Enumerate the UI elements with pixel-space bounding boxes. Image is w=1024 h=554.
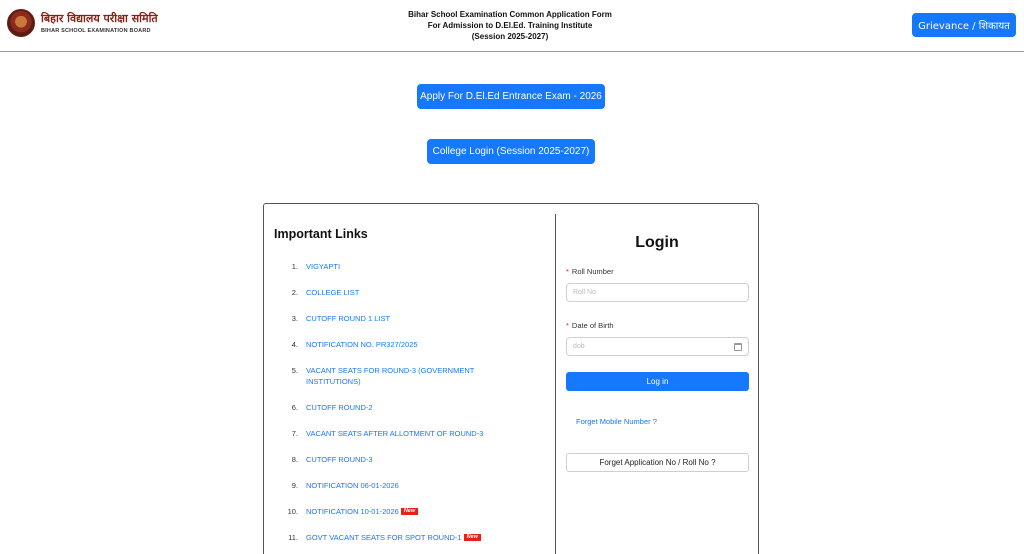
important-link-item xyxy=(280,428,545,439)
important-link-item xyxy=(280,480,545,491)
page-title xyxy=(380,9,640,42)
login-button[interactable]: Log in xyxy=(566,372,749,391)
grievance-button[interactable]: Grievance / शिकायत xyxy=(912,13,1016,37)
required-marker: * xyxy=(566,267,569,276)
important-link-text: NOTIFICATION 10-01-2026 xyxy=(306,507,399,516)
important-link[interactable] xyxy=(306,506,506,517)
link-number: 8. xyxy=(291,455,298,464)
important-link[interactable] xyxy=(306,454,506,465)
logo-english-text: BIHAR SCHOOL EXAMINATION BOARD xyxy=(41,28,151,34)
title-line-1: Bihar School Examination Common Application Form xyxy=(408,10,612,19)
important-link-text: VACANT SEATS AFTER ALLOTMENT OF ROUND-3 xyxy=(306,429,484,438)
link-number: 3. xyxy=(291,314,298,323)
roll-number-label-text: Roll Number xyxy=(571,267,614,276)
important-link-item xyxy=(280,313,545,324)
forget-mobile-link[interactable]: Forget Mobile Number ? xyxy=(576,417,657,426)
important-link[interactable] xyxy=(306,313,506,324)
important-link-text: VACANT SEATS FOR ROUND-3 (GOVERNMENT INSTITUTIONS) xyxy=(306,366,475,386)
college-login-button[interactable]: College Login (Session 2025-2027) xyxy=(427,139,595,164)
important-link-text: CUTOFF ROUND 1 LIST xyxy=(306,314,391,323)
important-links-title: Important Links xyxy=(274,227,368,241)
logo-hindi-text: बिहार विद्यालय परीक्षा समिति xyxy=(41,12,158,25)
title-line-2: For Admission to D.El.Ed. Training Institute xyxy=(427,21,593,30)
board-emblem-icon xyxy=(7,9,35,37)
important-link-text: CUTOFF ROUND-2 xyxy=(306,403,373,412)
forget-application-button[interactable]: Forget Application No / Roll No ? xyxy=(566,453,749,472)
important-link[interactable] xyxy=(306,480,506,491)
link-number: 10. xyxy=(287,507,298,516)
important-link-item xyxy=(280,287,545,298)
important-link[interactable] xyxy=(306,261,506,272)
dob-label-text: Date of Birth xyxy=(571,321,614,330)
important-link-text: GOVT VACANT SEATS FOR SPOT ROUND-1 xyxy=(306,533,462,542)
important-link[interactable] xyxy=(306,287,506,298)
dob-input[interactable] xyxy=(566,337,749,356)
important-link-text: VIGYAPTI xyxy=(306,262,341,271)
important-link[interactable] xyxy=(306,365,506,387)
dob-placeholder: dob xyxy=(573,343,585,350)
header xyxy=(0,0,1024,52)
important-link-text: NOTIFICATION NO. PR327/2025 xyxy=(306,340,418,349)
important-link[interactable] xyxy=(306,428,506,439)
important-link-text: CUTOFF ROUND-3 xyxy=(306,455,373,464)
important-link-item xyxy=(280,532,545,543)
calendar-icon[interactable] xyxy=(734,343,742,351)
link-number: 6. xyxy=(291,403,298,412)
roll-number-placeholder: Roll No xyxy=(573,289,596,296)
required-marker: * xyxy=(566,321,569,330)
important-link-text: COLLEGE LIST xyxy=(306,288,360,297)
panel-divider xyxy=(555,214,556,554)
link-number: 2. xyxy=(291,288,298,297)
important-link[interactable] xyxy=(306,339,506,350)
title-line-3: (Session 2025-2027) xyxy=(471,32,549,41)
important-link-item xyxy=(280,402,545,413)
important-link-item xyxy=(280,261,545,272)
important-link-item xyxy=(280,506,545,517)
new-badge: New xyxy=(464,534,481,541)
link-number: 5. xyxy=(291,366,298,375)
apply-entrance-exam-button[interactable]: Apply For D.El.Ed Entrance Exam - 2026 xyxy=(417,84,605,109)
link-number: 1. xyxy=(291,262,298,271)
board-logo[interactable] xyxy=(7,9,158,37)
important-link[interactable] xyxy=(306,532,506,543)
important-link-item xyxy=(280,339,545,350)
important-link-item xyxy=(280,365,545,387)
important-links-list xyxy=(280,261,545,554)
dob-label xyxy=(566,321,614,330)
roll-number-label xyxy=(566,267,614,276)
new-badge: New xyxy=(401,508,418,515)
link-number: 4. xyxy=(291,340,298,349)
roll-number-input[interactable] xyxy=(566,283,749,302)
important-link-text: NOTIFICATION 06-01-2026 xyxy=(306,481,399,490)
logo-text xyxy=(41,12,158,34)
link-number: 7. xyxy=(291,429,298,438)
main-panel xyxy=(263,203,759,554)
important-link[interactable] xyxy=(306,402,506,413)
link-number: 9. xyxy=(291,481,298,490)
login-title: Login xyxy=(635,234,679,251)
link-number: 11. xyxy=(288,533,298,542)
important-link-item xyxy=(280,454,545,465)
